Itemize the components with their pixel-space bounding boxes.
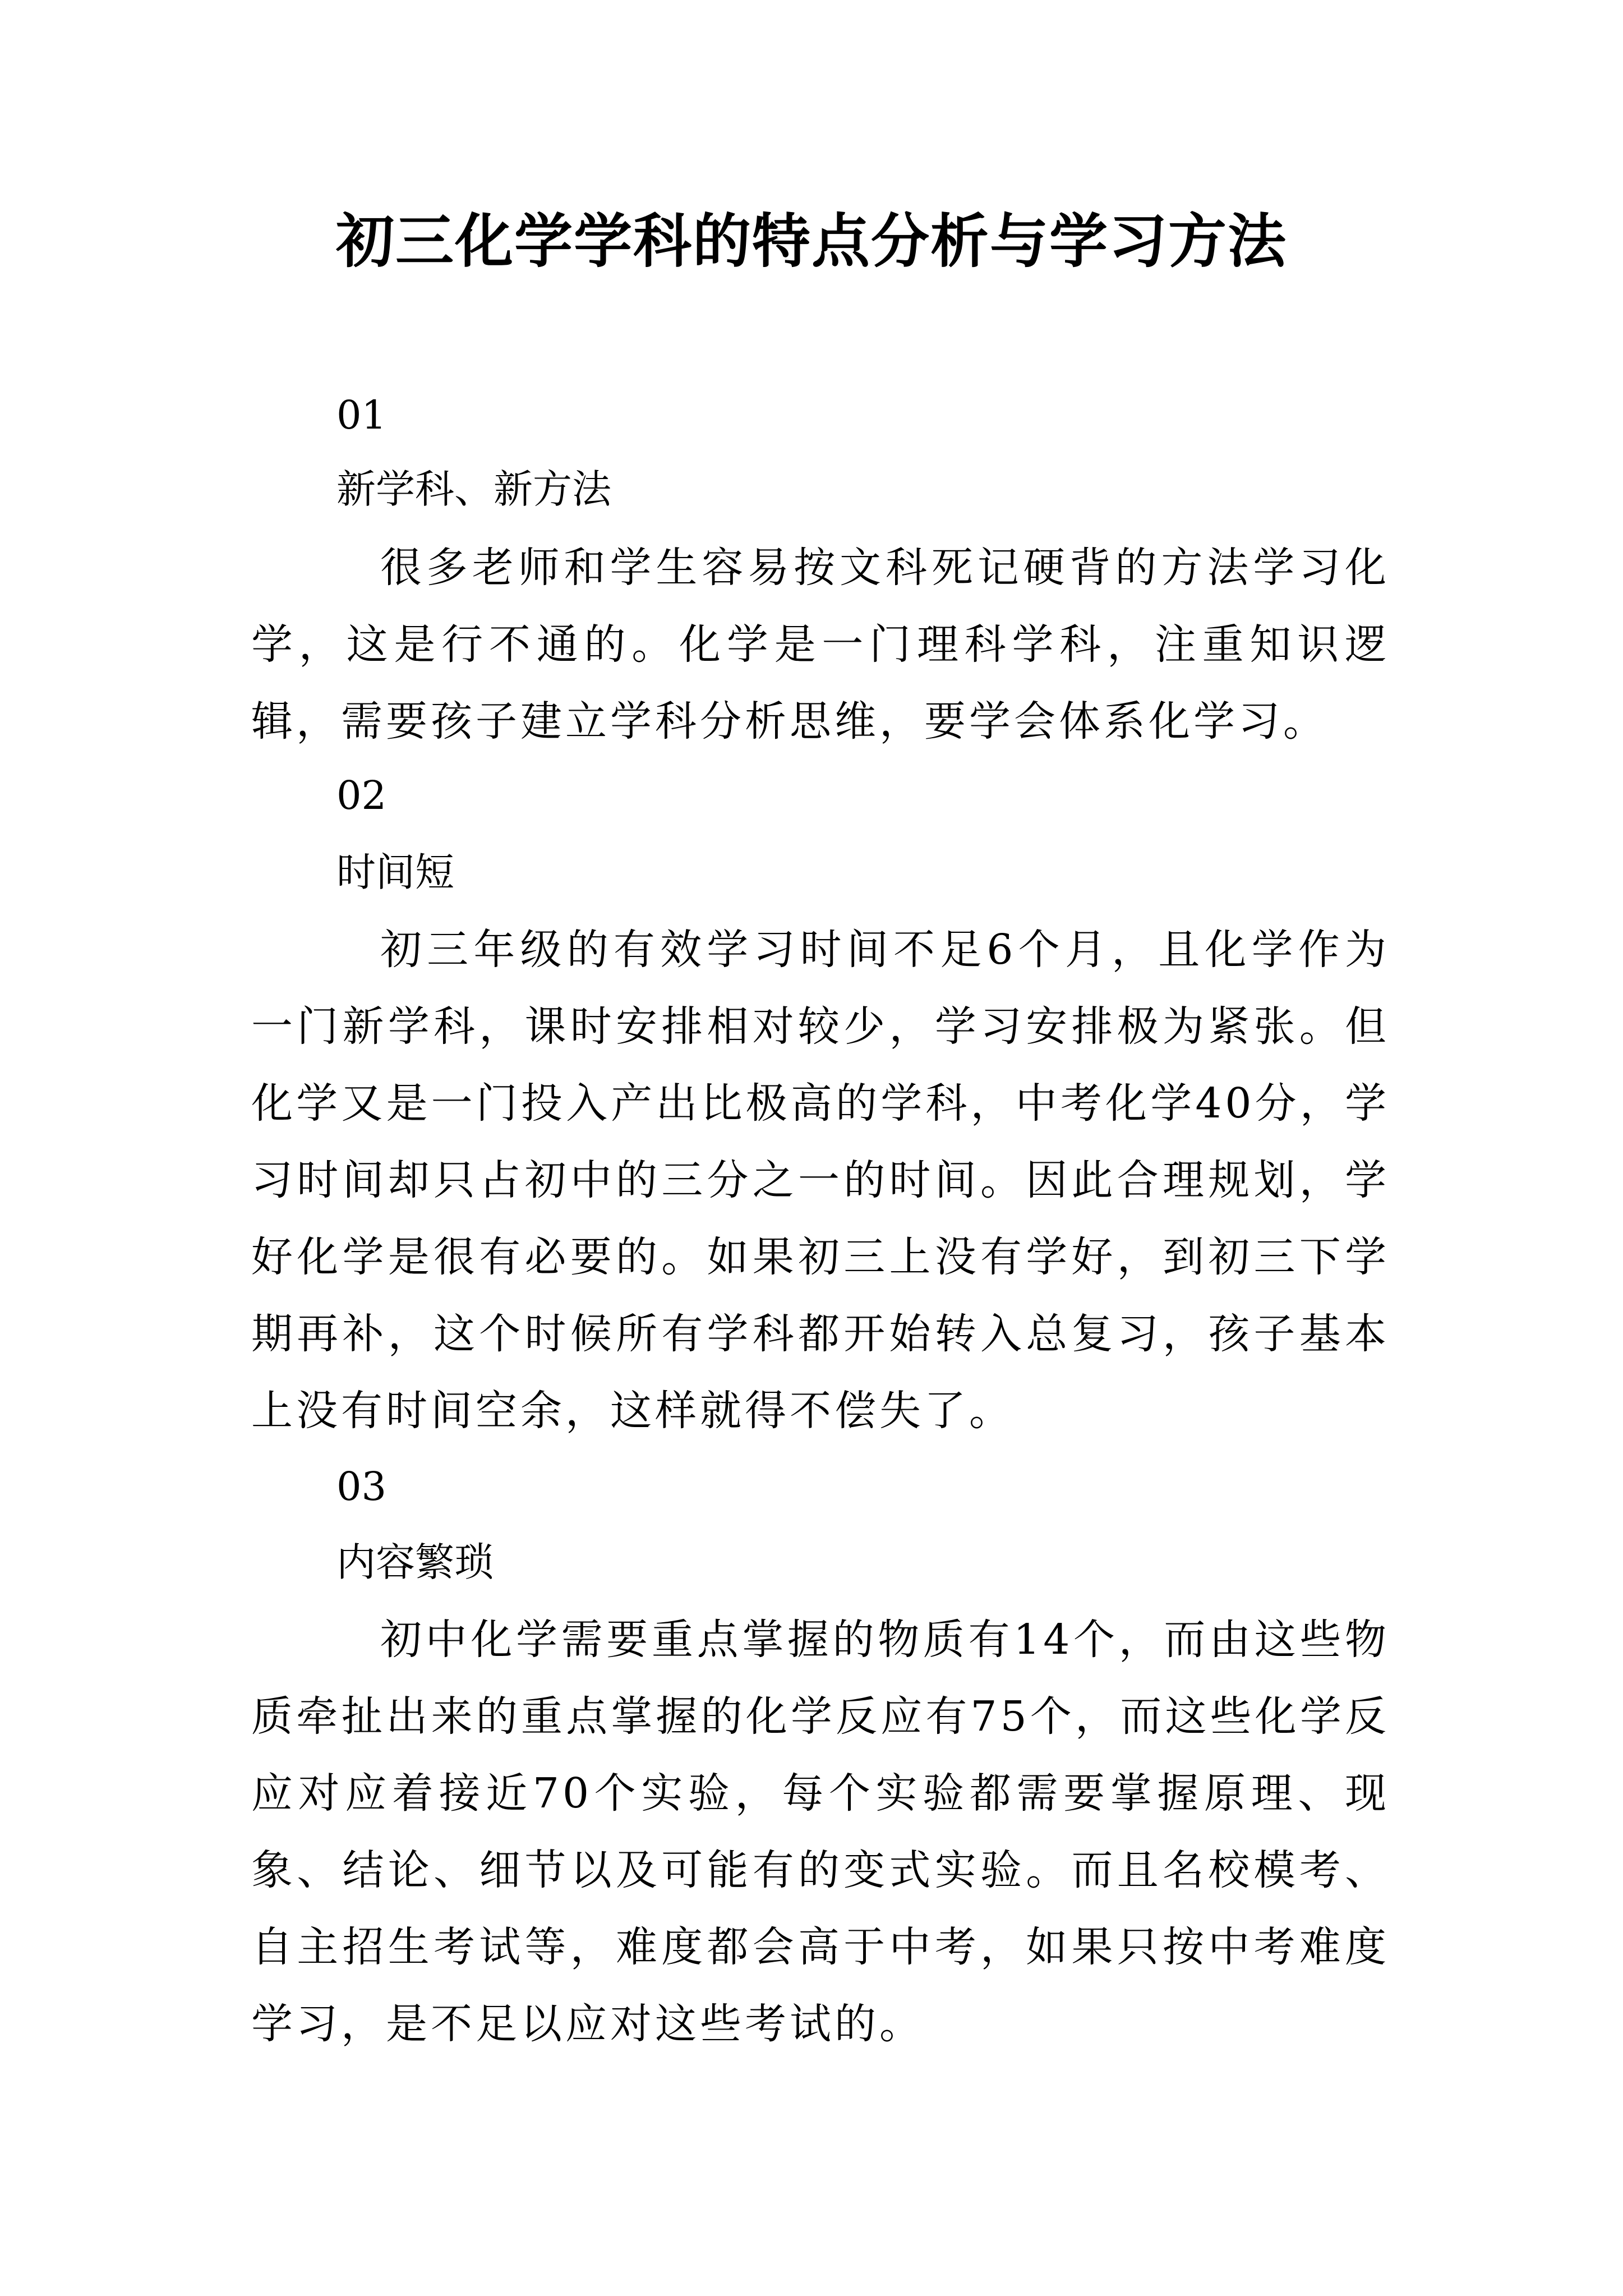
- page-title: 初三化学学科的特点分析与学习方法: [335, 206, 1287, 275]
- section-body-02: 初三年级的有效学习时间不足6个月，且化学作为一门新学科，课时安排相对较少，学习安排极为紧张。但化学又是一门投入产出比极高的学科，中考化学40分，学习时间却只占初中的三分之一的时间。因此合理规划，学好化学是很有必要的。如果初三上没有学好，到初三下学期再补，这个时候所有学科都开始转入总复习，孩子基本上没有时间空余，这样就得不偿失了。: [251, 926, 1390, 1435]
- section-number-01: 01: [336, 392, 387, 438]
- section-body-03: 初中化学需要重点掌握的物质有14个，而由这些物质牵扯出来的重点掌握的化学反应有75个，而这些化学反应对应着接近70个实验，每个实验都需要掌握原理、现象、结论、细节以及可能有的变式实验。而且名校模考、自主招生考试等，难度都会高于中考，如果只按中考难度学习，是不足以应对这些考试的。: [251, 1616, 1390, 2048]
- section-heading-02: 时间短: [336, 849, 454, 895]
- section-number-02: 02: [336, 772, 387, 818]
- section-heading-01: 新学科、新方法: [336, 466, 611, 512]
- section-body-01: 很多老师和学生容易按文科死记硬背的方法学习化学，这是行不通的。化学是一门理科学科，注重知识逻辑，需要孩子建立学科分析思维，要学会体系化学习。: [251, 544, 1390, 746]
- section-number-03: 03: [336, 1464, 387, 1510]
- section-heading-03: 内容繁琐: [336, 1539, 494, 1585]
